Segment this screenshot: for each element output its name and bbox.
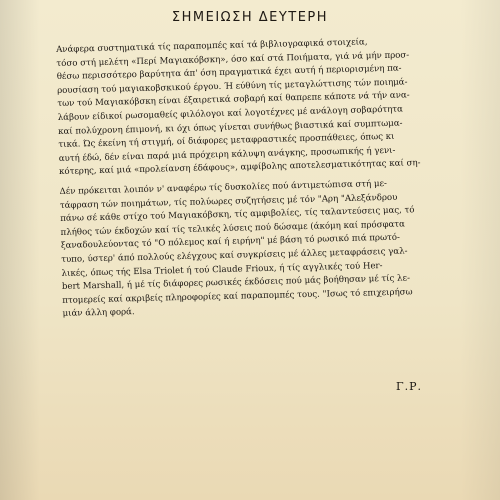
- text-line: ξαναδουλεύοντας τό "Ο πόλεμος καί ή ειρήνη" μέ βάση τό ρωσικό πιά πρωτό-: [60, 232, 400, 252]
- text-line: λάβουν είδικοί ρωσομαθείς φιλόλογοι καί λογοτέχνες μέ ανάλογη σοβαρότητα: [57, 104, 404, 123]
- text-line: Δέν πρόκειται λοιπόν ν' αναφέρω τίς δυσκολίες πού άντιμετώπισα στή με-: [59, 178, 388, 197]
- text-line: ρουσίαση τού μαγιακοβσκικού έργου. Ή εύθύνη τίς μεταγλώττισης τών ποιημά-: [57, 77, 408, 96]
- text-line: bert Marshall, ή μέ τίς διάφορες ρωσικές έκδόσεις πού μάς βοήθησαν μέ τίς λε-: [61, 273, 411, 293]
- text-line: καί πολύχρονη έπιμονή, κι όχι όπως γίνεται συνήθως βιαστικά καί συμπτωμα-: [58, 118, 403, 137]
- text-line: τικά. Ώς έκείνη τή στιγμή, οί διάφορες μεταφραστικές προσπάθειες, όπως κι: [58, 131, 395, 151]
- text-line: πλήθος τών έκδοχών καί τίς τελικές λύσεις πού δώσαμε (άκόμη καί πρόσφατα: [60, 219, 406, 238]
- note-body: [56, 34, 483, 322]
- text-line: λικές, όπως τής Elsa Triolet ή τού Claude Frioux, ή τίς αγγλικές τού Her-: [61, 260, 383, 279]
- text-line: θέσω περισσότερο βαρύτητα άπ' όση πραγματικά έχει αυτή ή περιορισμένη πα-: [56, 63, 402, 83]
- text-line: πτομερείς καί ακριβείς πληροφορίες καί παραπομπές τους. "Ισως τό επιχειρήσω: [62, 287, 413, 306]
- paragraph-2: [59, 176, 482, 322]
- text-line: κότερης, καί μιά «προλείανση έδάφους», αμφίβολης αποτελεσματικότητας καί ση-: [59, 158, 421, 178]
- text-line: Ανάφερα συστηματικά τίς παραπομπές καί τά βιβλιογραφικά στοιχεία,: [56, 37, 368, 55]
- paragraph-1: [56, 34, 479, 180]
- text-line: μιάν άλλη φορά.: [62, 307, 135, 320]
- page-heading: ΣΗΜΕΙΩΣΗ ΔΕΥΤΕΡΗ: [171, 10, 329, 25]
- text-line: αυτή έδώ, δέν είναι παρά μιά πρόχειρη κάλυψη ανάγκης, προσωπικής ή γενι-: [58, 145, 396, 164]
- text-line: πάνω σέ κάθε στίχο τού Μαγιακόβσκη, τίς αμφιβολίες, τίς ταλαντεύσεις μας, τό: [60, 205, 415, 225]
- text-line: τυπο, ύστερ' άπό πολλούς ελέγχους καί συγκρίσεις μέ άλλες μεταφράσεις γαλ-: [61, 246, 408, 265]
- text-line: τάφραση τών ποιημάτων, τίς πολύωρες συζητήσεις μέ τόν "Αρη "Αλεξάνδρου: [59, 192, 398, 211]
- signature: Γ.Ρ.: [395, 380, 422, 393]
- text-line: των τού Μαγιακόβσκη είναι έξαιρετικά σοβαρή καί θαπρεπε κάποτε νά τήν ανα-: [57, 90, 410, 110]
- text-line: τόσο στή μελέτη «Περί Μαγιακόβσκη», όσο καί στά Ποιήματα, γιά νά μήν προσ-: [56, 49, 410, 69]
